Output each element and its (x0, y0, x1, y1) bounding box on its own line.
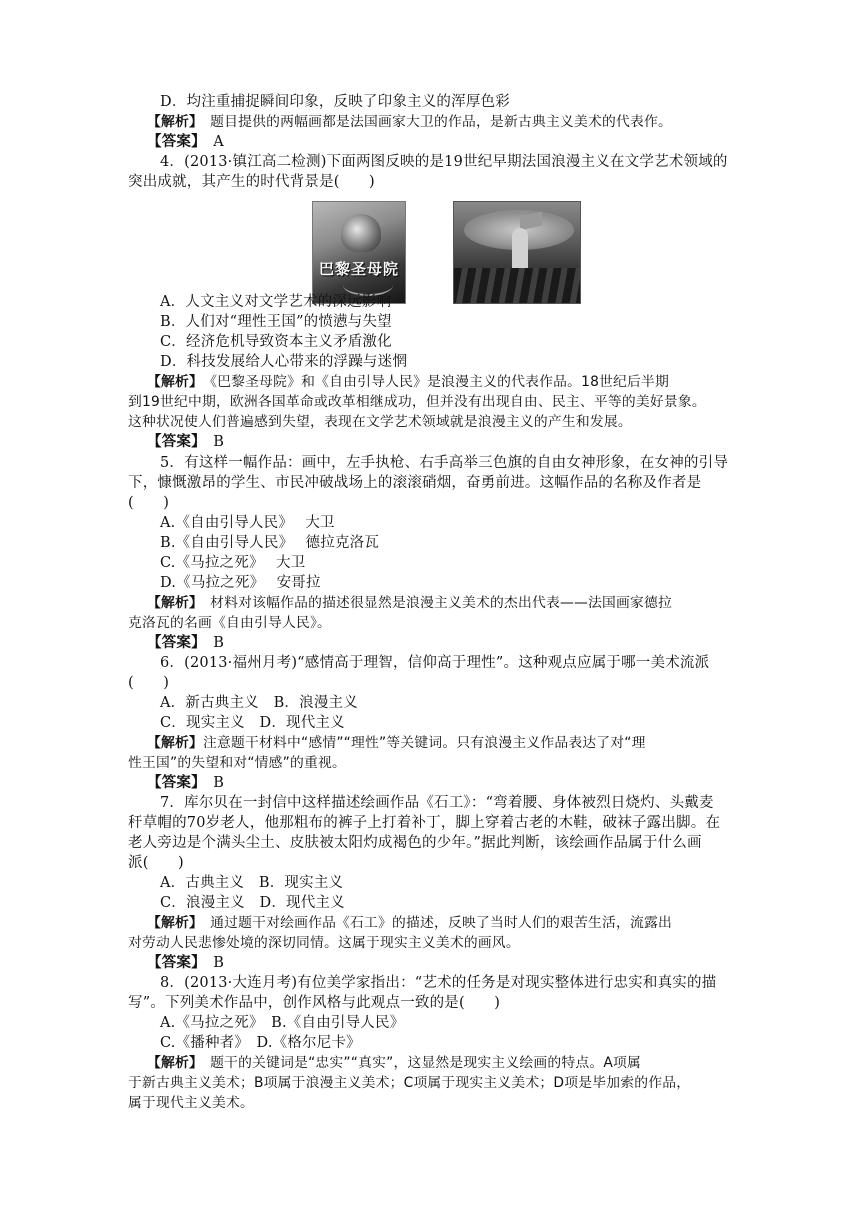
question-prefix: 8．(2013· (160, 975, 233, 991)
line-text: B.《自由引导人民》 德拉克洛瓦 (160, 535, 380, 551)
line-text: 注意题干材料中“感情”“理性”等关键词。只有浪漫主义作品表达了对“理 (203, 735, 646, 751)
text-line (147, 773, 224, 793)
source-tag: 福州月考 (232, 655, 292, 671)
line-text: C.《马拉之死》 大卫 (160, 555, 306, 571)
line-text: 题干的关键词是“忠实”“真实”，这显然是现实主义绘画的特点。A项属 (196, 1055, 642, 1071)
line-text: A (198, 134, 224, 150)
text-line (128, 833, 702, 853)
question-text: )有位美学家指出：“艺术的任务是对现实整体进行忠实和真实的描 (291, 975, 717, 991)
text-line (128, 1093, 254, 1113)
text-line (147, 953, 224, 973)
line-text: 题目提供的两幅画都是法国画家大卫的作品，是新古典主义美术的代表作。 (196, 114, 672, 130)
text-line (128, 753, 346, 773)
line-text: 突出成就，其产生的时代背景是( ) (128, 174, 375, 190)
line-text: A.《马拉之死》 B.《自由引导人民》 (160, 1015, 405, 1031)
line-text: ( ) (128, 495, 170, 511)
source-tag: 镇江高二检测 (232, 154, 321, 170)
text-line (160, 92, 510, 112)
section-label: 【答案】 (147, 133, 199, 150)
line-text: 秆草帽的70岁老人，他那粗布的裤子上打着补丁，脚上穿着古老的木鞋，破袜子露出脚。在 (128, 815, 721, 831)
section-label: 【解析】 (147, 1055, 197, 1071)
line-text: A．新古典主义 B．浪漫主义 (160, 695, 358, 711)
line-text: 克洛瓦的名画《自由引导人民》。 (128, 615, 332, 631)
section-label: 【答案】 (147, 433, 199, 450)
line-text: 属于现代主义美术。 (128, 1095, 254, 1111)
text-line (147, 432, 224, 452)
text-line (128, 1073, 690, 1093)
text-line (160, 152, 728, 172)
line-text: B (198, 635, 225, 651)
section-label: 【答案】 (147, 774, 199, 791)
text-line (147, 913, 672, 933)
line-text: C．经济危机导致资本主义矛盾激化 (160, 334, 392, 350)
section-label: 【解析】 (147, 374, 197, 390)
section-label: 【解析】 (147, 595, 197, 611)
text-line (128, 392, 706, 412)
question-text: )“感情高于理智，信仰高于理性”。这种观点应属于哪一美术流派 (291, 655, 710, 671)
text-line (147, 372, 669, 392)
question-prefix: 6．(2013· (160, 655, 233, 671)
text-line (128, 813, 720, 833)
line-text: 于新古典主义美术；B项属于浪漫主义美术；C项属于现实主义美术；D项是毕加索的作品， (128, 1075, 691, 1091)
line-text: 通过题干对绘画作品《石工》的描述，反映了当时人们的艰苦生活，流露出 (196, 915, 672, 931)
cover-figure (341, 214, 381, 252)
line-text: C.《播种者》 D.《格尔尼卡》 (160, 1035, 361, 1051)
text-line (128, 993, 500, 1013)
line-text: ( ) (128, 675, 170, 691)
text-line (160, 312, 392, 332)
text-line (128, 673, 169, 693)
line-text: 老人旁边是个满头尘土、皮肤被太阳灼成褐色的少年。”据此判断，该绘画作品属于什么画 (128, 835, 702, 851)
text-line (160, 1033, 361, 1053)
text-line (128, 853, 184, 873)
source-tag: 大连月考 (232, 975, 292, 991)
text-line (147, 112, 672, 132)
text-line (160, 693, 358, 713)
text-line (128, 933, 520, 953)
line-text: 写”。下列美术作品中，创作风格与此观点一致的是( ) (128, 995, 501, 1011)
section-label: 【答案】 (147, 634, 199, 651)
line-text: 下，慷慨激昂的学生、市民冲破战场上的滚滚硝烟，奋勇前进。这幅作品的名称及作者是 (128, 475, 702, 491)
line-text: C．浪漫主义 D．现代主义 (160, 895, 345, 911)
section-label: 【答案】 (147, 954, 199, 971)
text-line (147, 132, 224, 152)
liberty-leading-painting-image (453, 201, 581, 304)
text-line (128, 493, 169, 513)
line-text: 这种状况使人们普遍感到失望，表现在文学艺术领域就是浪漫主义的产生和发展。 (128, 414, 632, 430)
line-text: B．人们对“理性王国”的愤懑与失望 (160, 314, 392, 330)
line-text: D．均注重捕捉瞬间印象，反映了印象主义的浑厚色彩 (160, 94, 510, 110)
notre-dame-cover-image (312, 201, 406, 304)
line-text: A.《自由引导人民》 大卫 (160, 515, 335, 531)
line-text: 5．有这样一幅作品：画中，左手执枪、右手高举三色旗的自由女神形象，在女神的引导 (160, 455, 729, 471)
line-text: 派( ) (128, 855, 184, 871)
painting-crowd (454, 268, 580, 304)
text-line (147, 733, 646, 753)
text-line (160, 1013, 404, 1033)
text-line (160, 973, 716, 993)
text-line (128, 172, 375, 192)
text-line (160, 533, 379, 553)
line-text: 7．库尔贝在一封信中这样描述绘画作品《石工》：“弯着腰、身体被烈日烧灼、头戴麦 (160, 795, 714, 811)
line-text: 对劳动人民悲惨处境的深切同情。这属于现实主义美术的画风。 (128, 935, 520, 951)
question-prefix: 4．(2013· (160, 154, 233, 170)
text-line (128, 412, 632, 432)
line-text: B (198, 775, 225, 791)
section-label: 【解析】 (147, 915, 197, 931)
text-line (160, 793, 714, 813)
line-text: 性王国”的失望和对“情感”的重视。 (128, 755, 346, 771)
line-text: 到19世纪中期，欧洲各国革命或改革相继成功，但并没有出现自由、民主、平等的美好景象。 (128, 394, 706, 410)
line-text: C．现实主义 D．现代主义 (160, 715, 345, 731)
line-text: D．科技发展给人心带来的浮躁与迷惘 (160, 354, 408, 370)
line-text: 《巴黎圣母院》和《自由引导人民》是浪漫主义的代表作品。18世纪后半期 (196, 374, 670, 390)
text-line (160, 713, 345, 733)
line-text: A．人文主义对文学艺术的深远影响 (160, 294, 392, 310)
section-label: 【解析】 (147, 114, 197, 130)
text-line (160, 873, 343, 893)
text-line (160, 352, 407, 372)
line-text: 材料对该幅作品的描述很显然是浪漫主义美术的杰出代表——法国画家德拉 (196, 595, 672, 611)
text-line (147, 593, 672, 613)
line-text: B (198, 434, 225, 450)
line-text: D.《马拉之死》 安哥拉 (160, 575, 321, 591)
text-line (160, 893, 345, 913)
text-line (147, 1053, 641, 1073)
line-text: B (198, 955, 225, 971)
text-line (160, 453, 728, 473)
text-line (160, 553, 305, 573)
section-label: 【解析】 (147, 735, 203, 751)
cover-title: 巴黎圣母院 (319, 260, 400, 278)
text-line (128, 473, 701, 493)
question-text: )下面两图反映的是19世纪早期法国浪漫主义在文学艺术领域的 (320, 154, 728, 170)
text-line (147, 633, 224, 653)
text-line (160, 573, 321, 593)
text-line (160, 513, 335, 533)
text-line (160, 653, 709, 673)
text-line (160, 292, 391, 312)
text-line (128, 613, 331, 633)
text-line (160, 332, 392, 352)
line-text: A．古典主义 B．现实主义 (160, 875, 344, 891)
